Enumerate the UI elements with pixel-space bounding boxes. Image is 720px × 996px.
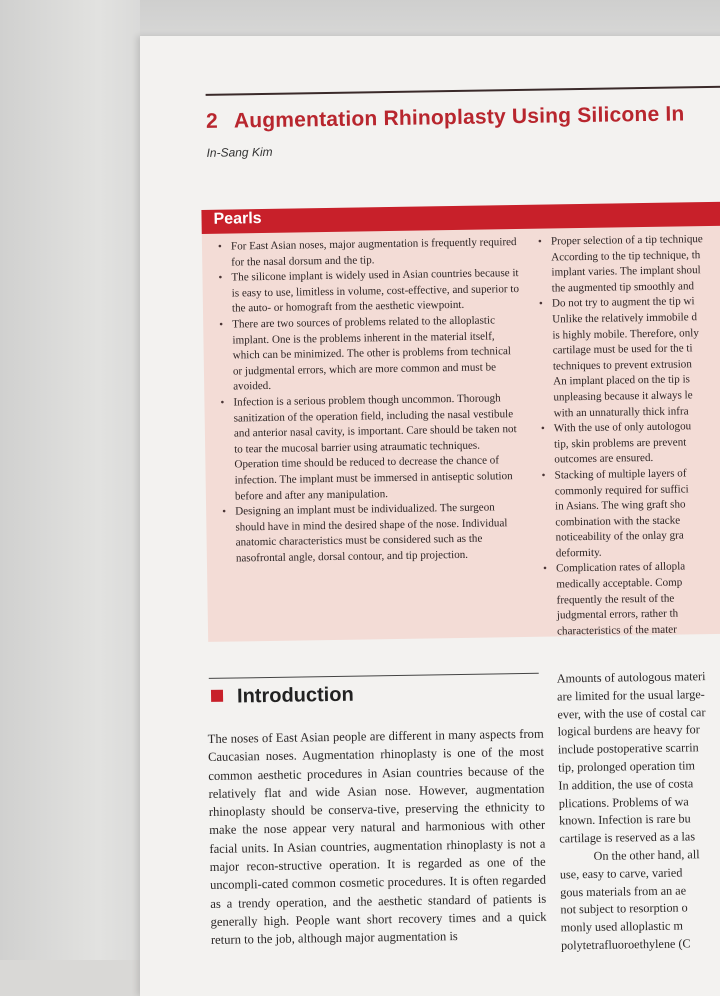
pearl-line: the augmented tip smoothly and [551, 280, 695, 295]
text-line: ever, with the use of costal car [557, 704, 706, 722]
text-line: not subject to resorption o [560, 900, 688, 917]
pearl-item: • There are two sources of problems related to the alloplastic implant. One is the problems inherent in the material itself, which can be minimized. The other is problems from technical or judgmental errors, which are more common and must be avoided. [217, 313, 523, 396]
pearl-line: characteristics of the mater [556, 623, 677, 638]
pearl-line: • With the use of only autologou [553, 420, 692, 435]
text-line: include postoperative scarrin [557, 740, 699, 757]
text-line: In addition, the use of costa [558, 776, 694, 793]
section-marker-icon [211, 690, 223, 702]
chapter-number: 2 [205, 109, 219, 133]
pearl-line: frequently the result of the [556, 592, 675, 607]
introduction-heading-text: Introduction [236, 683, 354, 708]
pearl-line: combination with the stacke [555, 514, 681, 529]
text-line: logical burdens are heavy for [557, 722, 700, 739]
pearl-item [540, 465, 720, 562]
pearl-line: tip, skin problems are prevent [554, 436, 687, 451]
pearl-line: deformity. [555, 546, 602, 560]
text-line: polytetrafluoroethylene (C [560, 936, 691, 953]
pearl-line: Unlike the relatively immobile d [552, 311, 698, 326]
pearl-line: cartilage must be used for the ti [552, 342, 693, 357]
author-name: In-Sang Kim [206, 144, 273, 160]
introduction-heading [211, 684, 354, 709]
pearl-item [536, 231, 720, 297]
pearl-line: in Asians. The wing graft sho [555, 498, 686, 513]
text-line: monly used alloplastic m [560, 918, 684, 935]
text-line: tip, prolonged operation tim [558, 758, 696, 775]
pearl-item [537, 293, 720, 421]
pearls-left-list [216, 235, 526, 567]
pearls-title: Pearls [213, 210, 262, 228]
pearl-line: • Stacking of multiple layers of [554, 467, 687, 482]
chapter-title [206, 102, 685, 134]
text-line: Amounts of autologous materi [556, 669, 706, 686]
pearl-line: According to the tip technique, th [551, 248, 701, 264]
pearl-line: is highly mobile. Therefore, only [552, 326, 699, 342]
pearls-box [201, 202, 720, 642]
pearl-line: unpleasing because it always le [553, 389, 693, 404]
pearl-line: implant varies. The implant shoul [551, 264, 701, 279]
pearls-right-list [536, 231, 720, 640]
text-line: gous materials from an ae [560, 883, 687, 899]
pearl-item: • Infection is a serious problem though uncommon. Thorough sanitization of the operation field, including the nasal vestibule and anterior nasal cavity, is important. Care should be taken not to tear the mucosal barrier using atraumatic techniques. Operation time should be reduced to decrease the chance of infection. The implant must be immersed in antiseptic solution before and after any manipulation. [218, 391, 525, 505]
pearl-line: with an unnaturally thick infra [553, 404, 689, 420]
pearl-line: commonly required for suffici [554, 482, 689, 497]
text-line: use, easy to carve, varied [559, 865, 683, 882]
text-line: cartilage is reserved as a las [559, 829, 696, 846]
pearl-item: • The silicone implant is widely used in Asian countries because it is easy to use, limitless in volume, cost-effective, and superior to the auto- or homograft from the aesthetic viewpoint. [216, 266, 522, 318]
pearl-line: • Complication rates of allopla [556, 560, 686, 575]
pearl-line: noticeability of the onlay gra [555, 529, 684, 544]
pearl-line: • Do not try to augment the tip wi [551, 295, 695, 310]
pearl-line: • Proper selection of a tip technique [550, 233, 703, 248]
pearl-line: judgmental errors, rather th [556, 607, 679, 622]
pearl-item: • Designing an implant must be individualized. The surgeon should have in mind the desired shape of the nose. Individual anatomic characteristics must be considered such as the nasofrontal angle, dorsal contour, and tip projection. [220, 500, 526, 567]
introduction-body [208, 725, 547, 950]
text-line: plications. Problems of wa [558, 793, 689, 811]
pearl-item: • For East Asian noses, major augmentation is frequently required for the nasal dorsum and the tip. [216, 235, 521, 271]
pearl-item [541, 559, 720, 641]
header-rule [206, 85, 720, 96]
pearl-line: medically acceptable. Comp [556, 576, 683, 591]
chapter-title-text: Augmentation Rhinoplasty Using Silicone In [233, 102, 685, 133]
text-line: known. Infection is rare bu [558, 811, 691, 828]
pearl-item [539, 418, 720, 468]
pearls-header [201, 202, 720, 234]
text-line: On the other hand, all [593, 847, 700, 863]
pearl-line: outcomes are ensured. [554, 452, 654, 466]
pearl-line: An implant placed on the tip is [553, 373, 691, 388]
right-column-text [557, 667, 720, 955]
pearl-line: techniques to prevent extrusion [552, 358, 692, 373]
text-line: are limited for the usual large- [556, 686, 705, 704]
introduction-paragraph: The noses of East Asian people are different in many aspects from Caucasian noses. Augmentation rhinoplasty is one of the most common aesthetic procedures in Asian countries because of the relatively flat and wide Asian nose. However, augmentation rhinoplasty should be conserva-tive, preserving the ethnicity to make the nose appear very natural and harmonious with other facial units. In Asian countries, augmentation rhinoplasty is not a major recon-structive operation. It is regarded as one of the uncompli-cated common cosmetic procedures. It is often regarded as a trendy operation, and the aesthetic standard of patients is generally high. People want short recovery times and a quick return to the job, although major augmentation is [207, 726, 547, 948]
section-rule [209, 673, 539, 679]
